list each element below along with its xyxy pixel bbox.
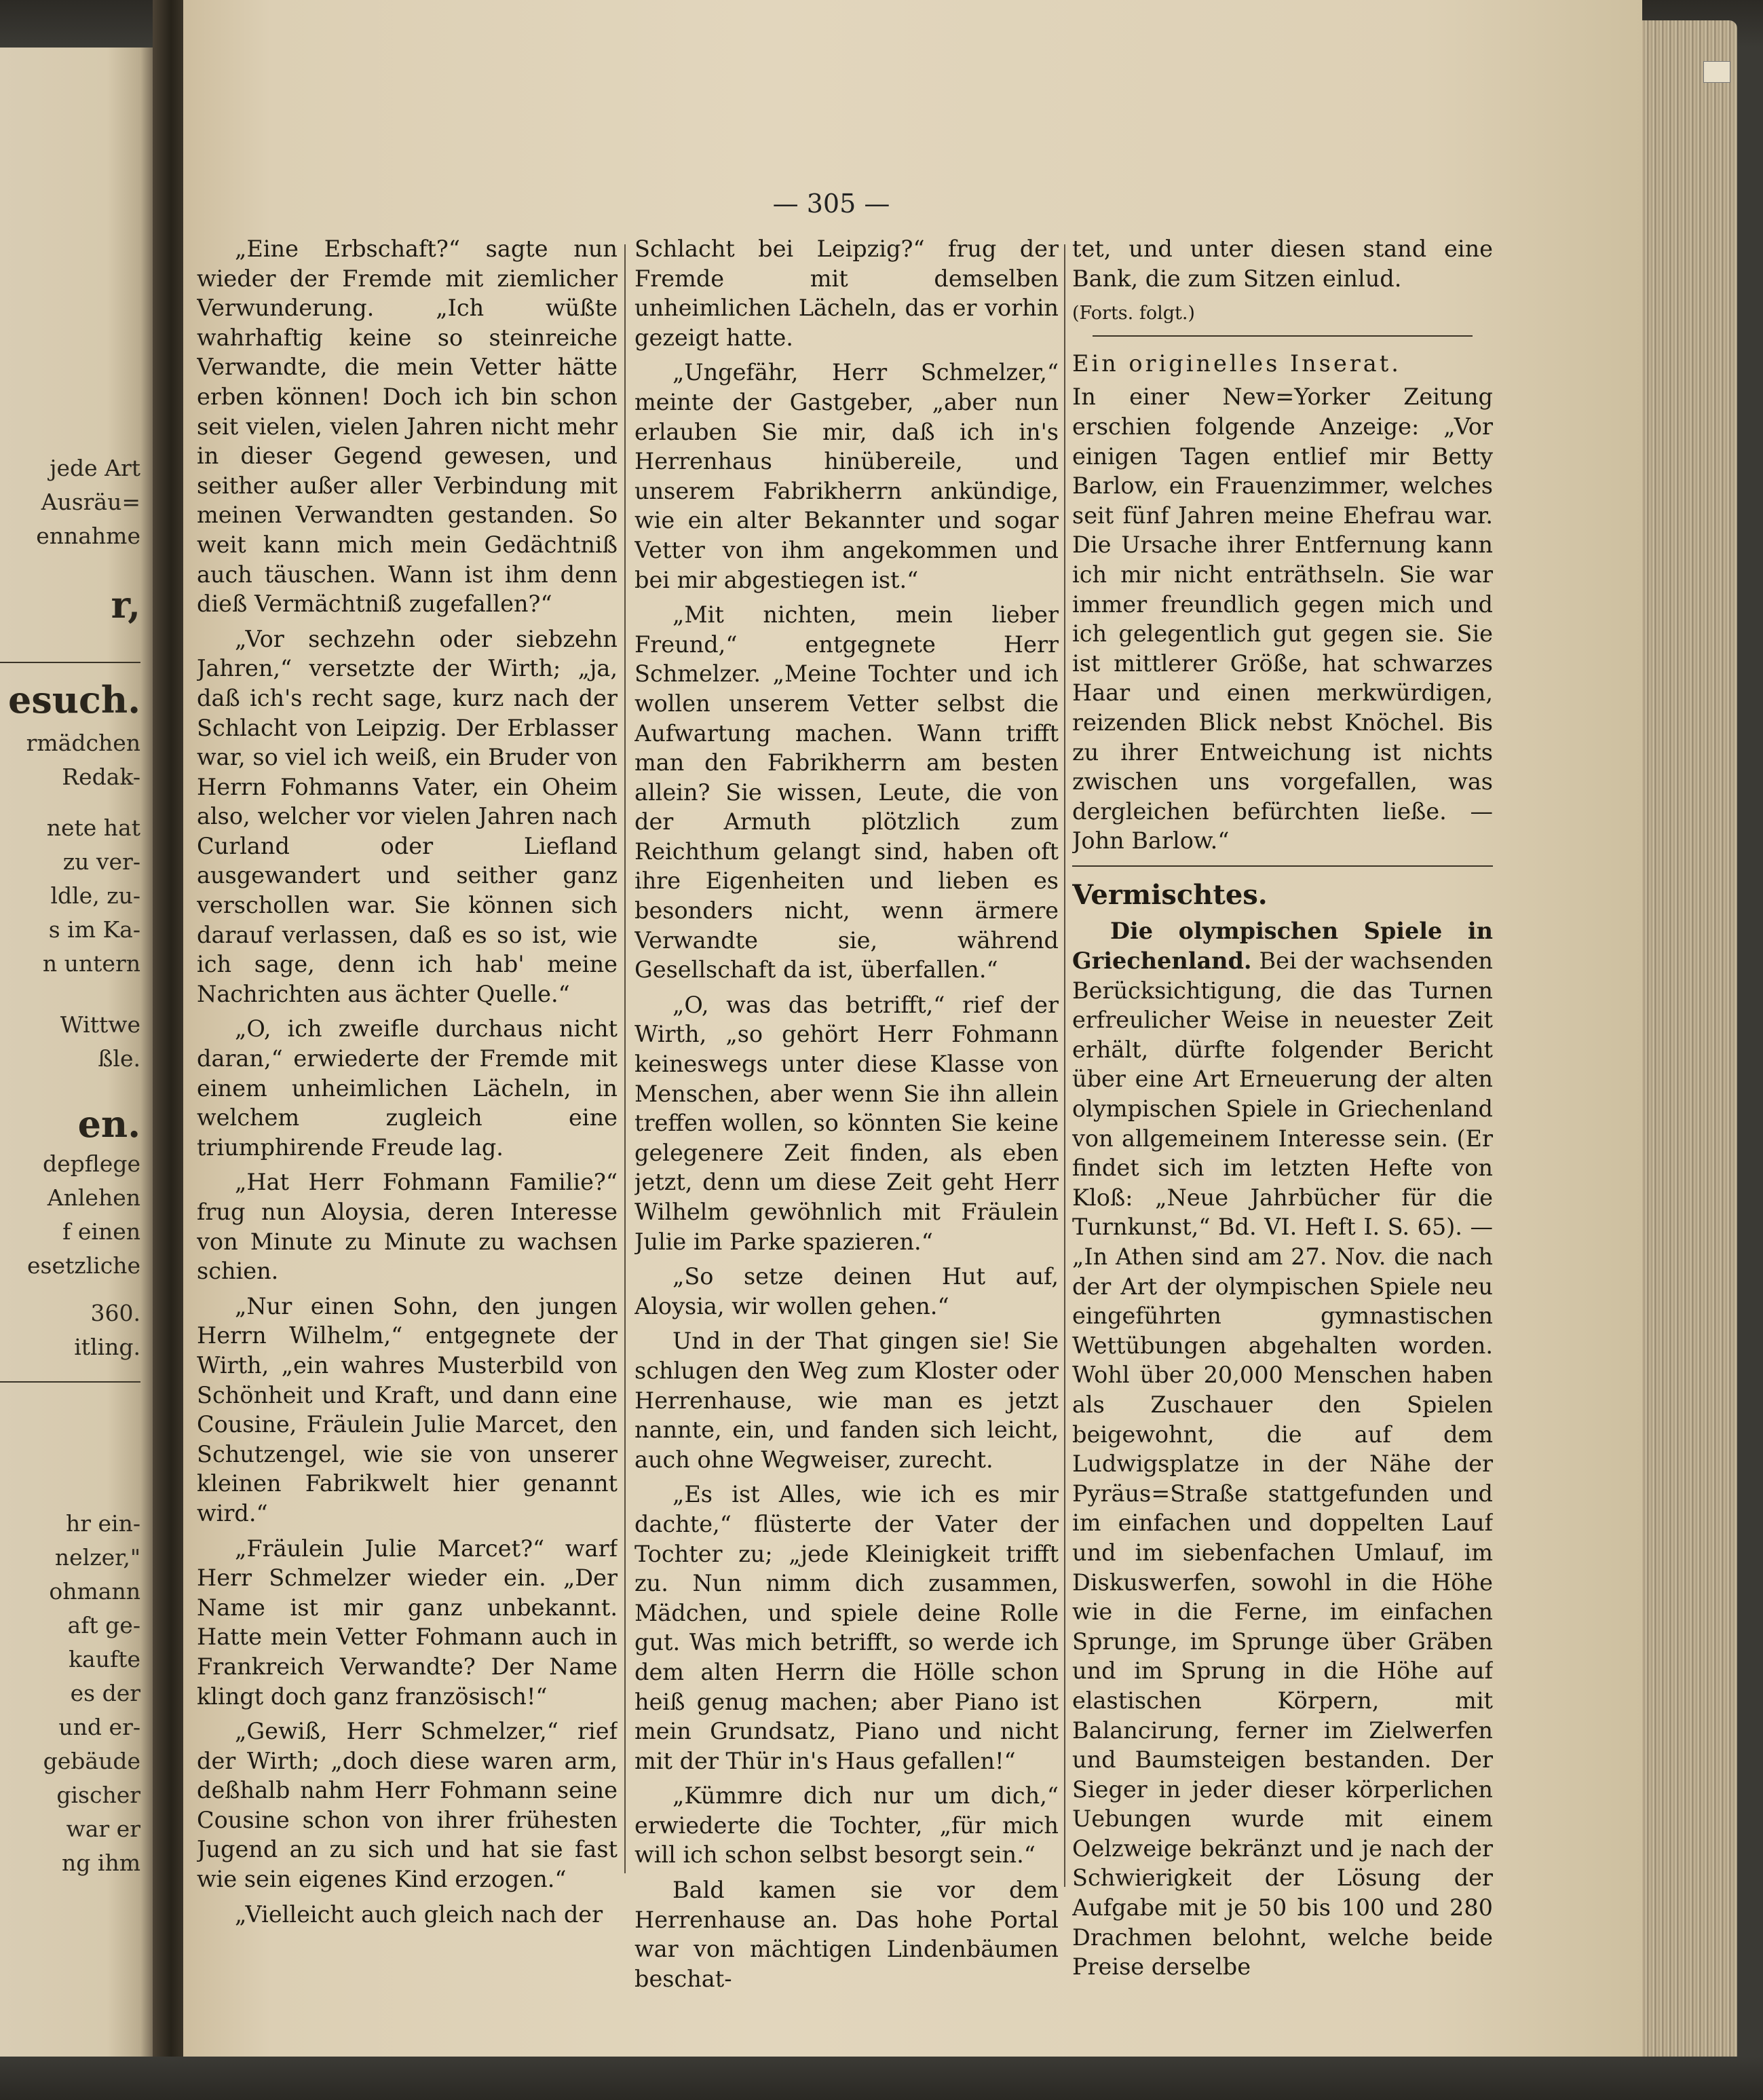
left-fragment: hr ein- [65, 1510, 140, 1537]
page-edges [1642, 20, 1737, 2084]
left-fragment: und er- [58, 1714, 140, 1740]
left-rule [0, 1381, 140, 1383]
left-fragment: nelzer," [54, 1544, 140, 1571]
left-fragment: es der [70, 1680, 140, 1706]
left-fragment: rmädchen [26, 730, 140, 756]
column-3 [1072, 234, 1493, 2026]
paragraph: „Mit nichten, mein lieber Freund,“ entgegnete Herr Schmelzer. „Meine Tochter und ich wollen unserem Vetter selbst die Aufwartung machen. Wann trifft man den Fabrikherrn am besten allein? Sie wissen, Leute, die von der Armuth plötzlich zum Reichthum gelangt sind, haben oft ihre Eigenheiten und lieben es besonders nicht, wenn ärmere Verwandte sie, während Gesellschaft da ist, überfallen.“ [634, 601, 1059, 983]
paragraph: „Fräulein Julie Marcet?“ warf Herr Schmelzer wieder ein. „Der Name ist mir ganz unbekannt. Hatte mein Vetter Fohmann auch in Frankreich Verwandte? Der Name klingt doch ganz französisch!“ [197, 1535, 618, 1710]
left-fragment: war er [66, 1816, 140, 1842]
left-fragment: en. [77, 1102, 140, 1146]
left-fragment: 360. [90, 1300, 140, 1326]
paragraph: „Vor sechzehn oder siebzehn Jahren,“ versetzte der Wirth; „ja, daß ich's recht sage, kurz nach der Schlacht von Leipzig. Der Erblasser war, so viel ich weiß, ein Bruder von Herrn Fohmanns Vater, ein Oheim also, welcher vor vielen Jahren nach Curland oder Liefland ausgewandert und seither ganz verschollen war. Sie können sich darauf verlassen, daß es so ist, wie ich sage, denn ich hab' meine Nachrichten aus ächter Quelle.“ [197, 625, 618, 1007]
continuation-note: (Forts. folgt.) [1072, 303, 1195, 324]
left-fragment: ohmann [49, 1578, 140, 1605]
left-fragment: f einen [62, 1218, 140, 1245]
left-fragment: esuch. [8, 678, 140, 721]
left-fragment: esetzliche [26, 1252, 140, 1279]
paragraph: „Eine Erbschaft?“ sagte nun wieder der Fremde mit ziemlicher Verwunderung. „Ich wüßte wahrhaftig keine so steinreiche Verwandte, die mein Vetter hätte erben können! Doch ich bin schon seit vielen, vielen Jahren nicht mehr in dieser Gegend gewesen, und seither außer aller Verbindung mit meinen Verwandten gestanden. So weit kann mich mein Gedächtniß auch täuschen. Wann ist ihm denn dieß Vermächtniß zugefallen?“ [197, 236, 618, 618]
section-title: Vermischtes. [1072, 878, 1268, 911]
left-fragment: Redak- [62, 764, 140, 790]
article-lead: Die olympischen Spiele in Griechenland. [1072, 918, 1493, 975]
column-separator [624, 244, 626, 1873]
left-fragment: Anlehen [47, 1184, 140, 1211]
paragraph: „Gewiß, Herr Schmelzer,“ rief der Wirth; „doch diese waren arm, deßhalb nahm Herr Fohmann seine Cousine schon von ihrer frühesten Jugend an zu sich und hat sie fast wie sein eigenes Kind erzogen.“ [197, 1718, 618, 1893]
divider [1093, 335, 1473, 337]
divider [1072, 865, 1493, 867]
paragraph: Schlacht bei Leipzig?“ frug der Fremde mit demselben unheimlichen Lächeln, das er vorhin gezeigt hatte. [634, 236, 1059, 351]
left-fragment: depflege [43, 1150, 140, 1177]
continuation-paragraph: tet, und unter diesen stand eine Bank, die zum Sitzen einlud. [1072, 236, 1493, 292]
left-fragment: Wittwe [60, 1011, 140, 1038]
page-number: — 305 — [772, 189, 890, 219]
paragraph: „Kümmre dich nur um dich,“ erwiederte die Tochter, „für mich will ich schon selbst besorgt sein.“ [634, 1782, 1059, 1869]
left-fragment: ng ihm [62, 1850, 140, 1876]
left-rule [0, 662, 140, 663]
article-text: Bei der wachsenden Berücksichtigung, die das Turnen erfreulicher Weise in neuester Zeit erhält, dürfte folgender Bericht über eine Art Erneuerung der alten olympischen Spiele in Griechenland von allgemeinem Interesse sein. (Er findet sich im letzten Hefte von Kloß: „Neue Jahrbücher für die Turnkunst,“ Bd. VI. Heft I. S. 65). — „In Athen sind am 27. Nov. die nach der Art der olympischen Spiele neu eingeführten gymnastischen Wettübungen abgehalten worden. Wohl über 20,000 Menschen haben als Zuschauer den Spielen beigewohnt, die auf dem Ludwigsplatze in der Nähe der Pyräus=Straße stattgefunden und im einfachen und doppelten Lauf und im siebenfachen Umlauf, im Diskuswerfen, sowohl in die Höhe wie in die Ferne, im einfachen Sprunge, im Sprunge über Gräben und im Sprung in die Höhe auf elastischen Körpern, mit Balancirung, ferner im Zielwerfen und Baumsteigen bestanden. Der Sieger in jeder dieser körperlichen Uebungen wurde mit einem Oelzweige bekränzt und je nach der Schwierigkeit der Lösung der Aufgabe mit je 50 bis 100 und 280 Drachmen belohnt, welche beide Preise derselbe [1072, 948, 1493, 1981]
left-fragment: s im Ka- [48, 916, 140, 943]
left-fragment: zu ver- [62, 848, 140, 875]
bookmark-tab [1703, 61, 1730, 83]
left-fragment: ldle, zu- [50, 882, 140, 909]
left-fragment: gebäude [43, 1748, 140, 1774]
bottom-background [0, 2057, 1763, 2100]
left-fragment: jede Art [50, 455, 140, 481]
paragraph: „Ungefähr, Herr Schmelzer,“ meinte der Gastgeber, „aber nun erlauben Sie mir, daß ich in's Herrenhaus hinübereile, und unserem Fabrikherrn ankündige, wie ein alter Bekannter und sogar Vetter von ihm angekommen und bei mir abgestiegen ist.“ [634, 359, 1059, 593]
paragraph [1072, 916, 1493, 1981]
left-fragment: kaufte [69, 1646, 140, 1672]
column-separator [1064, 244, 1065, 1887]
book-gutter [153, 0, 183, 2100]
paragraph: „So setze deinen Hut auf, Aloysia, wir wollen gehen.“ [634, 1263, 1059, 1319]
paragraph: „O, was das betrifft,“ rief der Wirth, „so gehört Herr Fohmann keineswegs unter diese Klasse von Menschen, aber wenn Sie ihn allein treffen wollen, so könnten Sie keine gelegenere Zeit finden, als eben jetzt, denn um diese Zeit geht Herr Wilhelm gewöhnlich mit Fräulein Julie im Parke spazieren.“ [634, 991, 1059, 1255]
left-fragment: r, [111, 583, 140, 626]
paragraph: In einer New=Yorker Zeitung erschien folgende Anzeige: „Vor einigen Tagen entlief mir Betty Barlow, ein Frauenzimmer, welches seit fünf Jahren meine Ehefrau war. Die Ursache ihrer Entfernung kann ich mir nicht enträthseln. Sie war immer freundlich gegen mich und ich gelegentlich gut gegen sie. Sie ist mittlerer Größe, hat schwarzes Haar und einen merkwürdigen, reizenden Blick nebst Knöchel. Bis zu ihrer Entweichung ist nichts zwischen uns vorgefallen, was dergleichen befürchten ließe. — John Barlow.“ [1072, 383, 1493, 855]
left-fragment: ßle. [98, 1045, 140, 1072]
paragraph: Und in der That gingen sie! Sie schlugen den Weg zum Kloster oder Herrenhause, wie man es jetzt nannte, ein, und fanden sich leicht, auch ohne Wegweiser, zurecht. [634, 1328, 1059, 1473]
left-fragment: Ausräu= [41, 489, 140, 515]
left-fragment: itling. [74, 1334, 140, 1360]
column-1 [197, 234, 618, 2026]
left-fragment: gischer [56, 1782, 140, 1808]
left-page-edge [0, 48, 153, 2057]
paragraph: Bald kamen sie vor dem Herrenhause an. Das hohe Portal war von mächtigen Lindenbäumen beschat- [634, 1877, 1059, 1992]
paragraph: „Es ist Alles, wie ich es mir dachte,“ flüsterte der Vater der Tochter zu; „jede Kleinigkeit trifft zu. Nun nimm dich zusammen, Mädchen, und spiele deine Rolle gut. Was mich betrifft, so werde ich dem alten Herrn die Hölle schon heiß genug machen; aber Piano ist mein Grundsatz, Piano und nicht mit der Thür in's Haus gefallen!“ [634, 1481, 1059, 1774]
article-title: Ein originelles Inserat. [1072, 350, 1401, 377]
column-2 [634, 234, 1059, 2026]
paragraph: „O, ich zweifle durchaus nicht daran,“ erwiederte der Fremde mit einem unheimlichen Lächeln, in welchem zugleich eine triumphirende Freude lag. [197, 1015, 618, 1161]
left-fragment: n untern [42, 950, 140, 977]
paragraph: „Vielleicht auch gleich nach der [235, 1900, 603, 1928]
left-fragment: aft ge- [67, 1612, 140, 1638]
left-fragment: nete hat [46, 814, 140, 841]
paragraph: „Nur einen Sohn, den jungen Herrn Wilhelm,“ entgegnete der Wirth, „ein wahres Musterbild von Schönheit und Kraft, und dann eine Cousine, Fräulein Julie Marcet, den Schutzengel, wie sie von unserer kleinen Fabrikwelt hier genannt wird.“ [197, 1292, 618, 1526]
left-fragment: ennahme [36, 523, 140, 549]
paragraph: „Hat Herr Fohmann Familie?“ frug nun Aloysia, deren Interesse von Minute zu Minute zu wachsen schien. [197, 1169, 618, 1285]
